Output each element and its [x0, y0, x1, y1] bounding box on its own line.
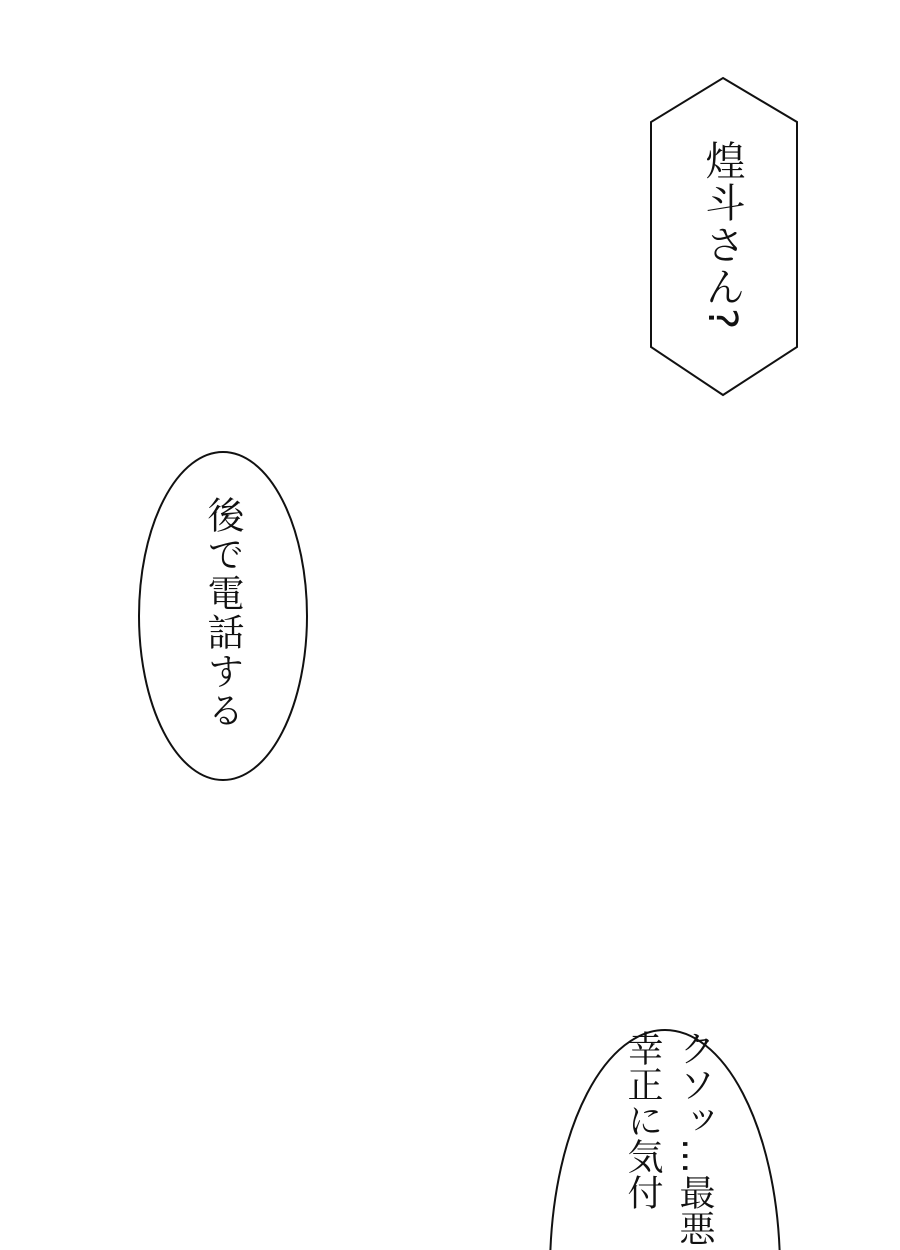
- bubble-3-text-line-2: 幸正に気付: [622, 1030, 663, 1210]
- bubble-3-text-line-1: クソッ…最悪: [674, 1030, 715, 1246]
- bubble-1-text: 煌斗さん?: [699, 140, 745, 332]
- speech-bubble-oval-bottom: [550, 1030, 779, 1250]
- bubble-2-text: 後で電話する: [201, 496, 244, 730]
